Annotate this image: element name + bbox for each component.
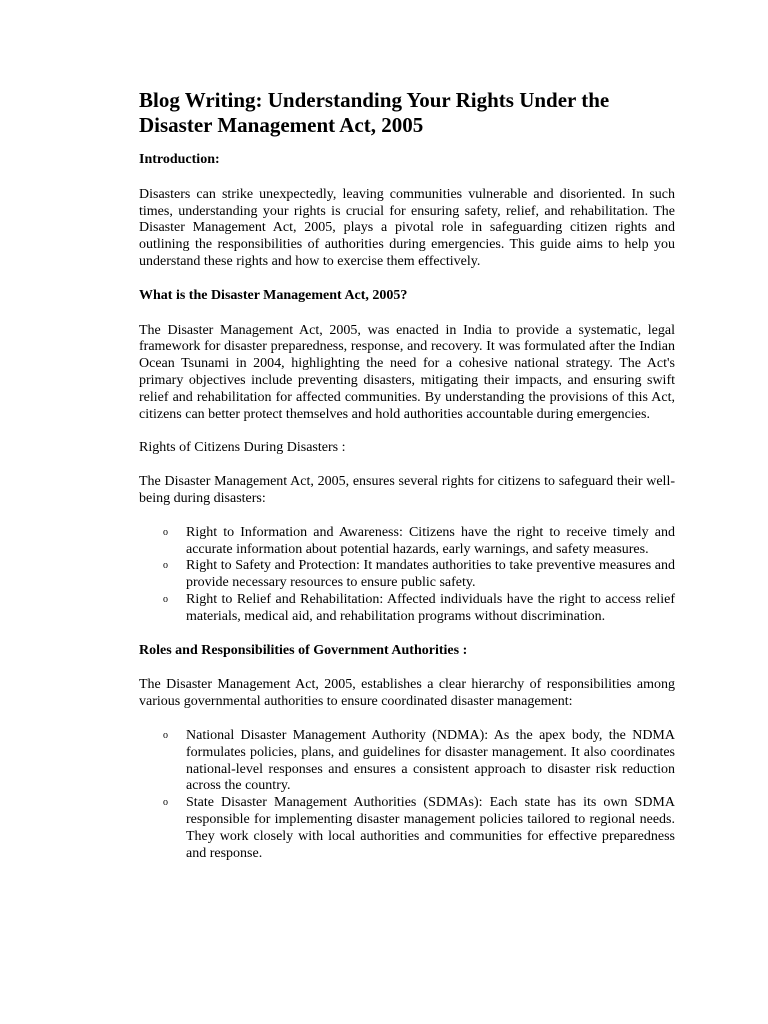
roles-heading: Roles and Responsibilities of Government Authorities : — [139, 642, 468, 658]
roles-paragraph: The Disaster Management Act, 2005, establishes a clear hierarchy of responsibilities among various governmental authorities to ensure coordinated disaster management: — [139, 677, 675, 710]
rights-paragraph: The Disaster Management Act, 2005, ensures several rights for citizens to safeguard their well-being during disasters: — [139, 474, 675, 506]
bullet-icon: o — [163, 797, 168, 809]
roles-list — [139, 728, 675, 862]
list-item-text: Right to Safety and Protection: It mandates authorities to take preventive measures and provide necessary resources to ensure public safety. — [186, 558, 675, 591]
document-body — [139, 88, 675, 879]
bullet-icon: o — [163, 526, 168, 538]
list-item-text: National Disaster Management Authority (NDMA): As the apex body, the NDMA formulates policies, plans, and guidelines for disaster management. It also coordinates national-level responses and ensures a consistent approach to disaster risk reduction across the country. — [186, 727, 675, 794]
bullet-icon: o — [163, 729, 168, 741]
rights-heading: Rights of Citizens During Disasters : — [139, 440, 346, 456]
list-item-text: Right to Relief and Rehabilitation: Affected individuals have the right to access relief materials, medical aid, and rehabilitation programs without discrimination. — [186, 591, 675, 624]
list-item — [139, 525, 675, 559]
list-item-text: State Disaster Management Authorities (SDMAs): Each state has its own SDMA responsible for implementing disaster management policies tailored to regional needs. They work closely with local authorities and communities for effective preparedness and response. — [186, 795, 675, 861]
bullet-icon: o — [163, 560, 168, 572]
list-item — [139, 795, 675, 862]
intro-heading: Introduction: — [139, 152, 220, 167]
intro-paragraph: Disasters can strike unexpectedly, leaving communities vulnerable and disoriented. In such times, understanding your rights is crucial for ensuring safety, relief, and rehabilitation. The Disaster Management Act, 2005, plays a pivotal role in safeguarding citizen rights and outlining the responsibilities of authorities during emergencies. This guide aims to help you understand these rights and how to exercise them effectively. — [139, 186, 675, 269]
bullet-icon: o — [163, 593, 168, 605]
page-title: Blog Writing: Understanding Your Rights Under the Disaster Management Act, 2005 — [139, 88, 610, 137]
list-item — [139, 592, 675, 626]
list-item — [139, 728, 675, 795]
list-item — [139, 558, 675, 592]
what-paragraph: The Disaster Management Act, 2005, was enacted in India to provide a systematic, legal framework for disaster preparedness, response, and recovery. It was formulated after the Indian Ocean Tsunami in 2004, highlighting the need for a cohesive national strategy. The Act's primary objectives include preventing disasters, mitigating their impacts, and ensuring swift relief and rehabilitation for affected communities. By understanding the provisions of this Act, citizens can better protect themselves and hold authorities accountable during emergencies. — [139, 322, 675, 422]
rights-list — [139, 525, 675, 626]
list-item-text: Right to Information and Awareness: Citizens have the right to receive timely and accurate information about potential hazards, early warnings, and safety measures. — [186, 524, 675, 557]
what-heading: What is the Disaster Management Act, 2005? — [139, 287, 408, 303]
